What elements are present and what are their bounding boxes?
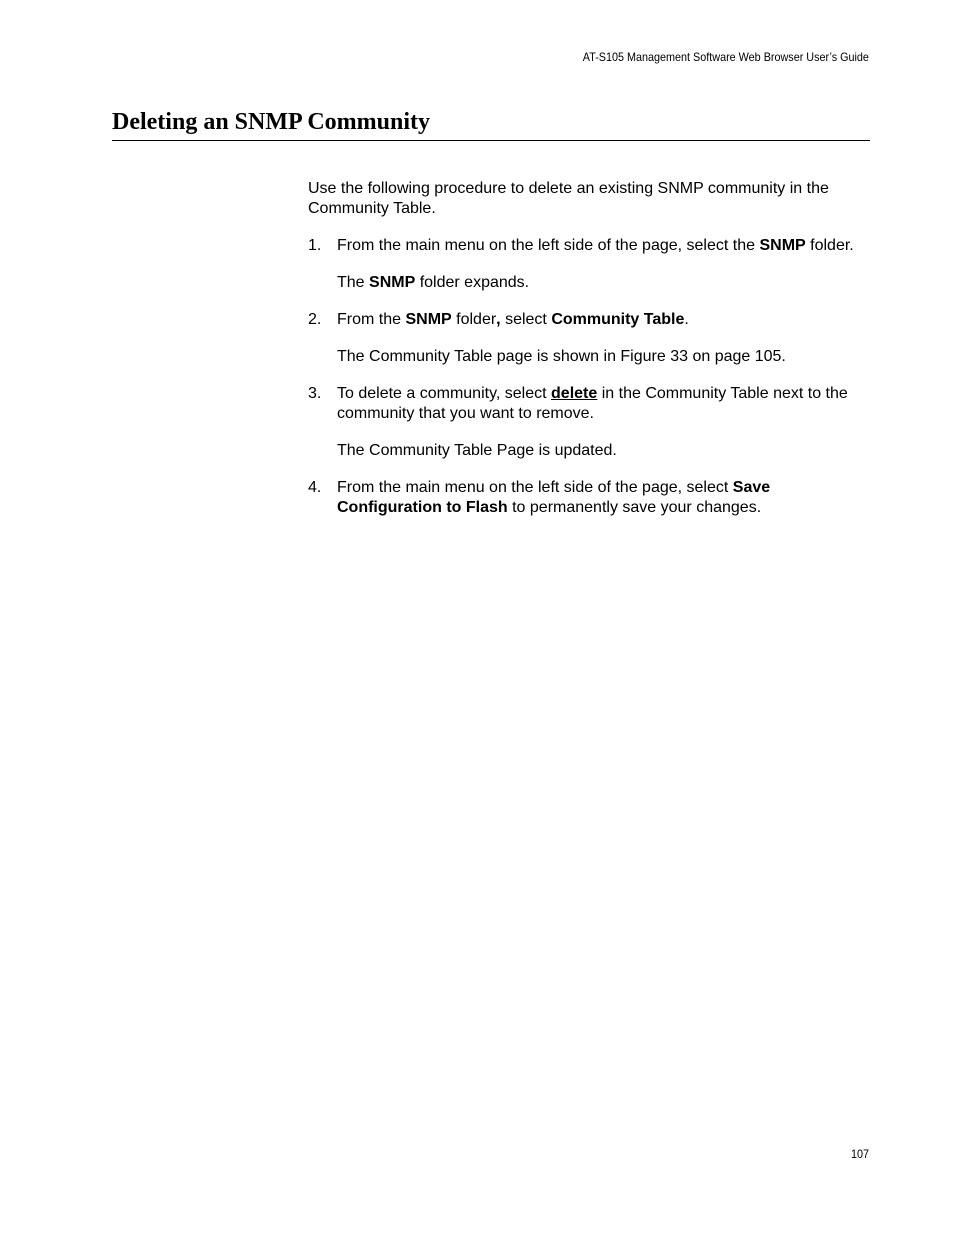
ui-term-save-configuration: Save Configuration to Flash [337,479,771,516]
title-rule [112,140,870,141]
procedure-body [308,179,878,535]
step-number: 1. [308,237,322,254]
step-text-part: select [500,311,552,328]
step-1 [308,236,878,256]
delete-link: delete [551,385,598,402]
ui-term-community-table: Community Table [551,311,685,328]
step-2-result: The Community Table page is shown in Figure 33 on page 105. [337,348,786,365]
step-text-part: folder [451,311,497,328]
step-2 [308,310,878,330]
step-text-part: From the main menu on the left side of the page, select [337,479,733,496]
step-text [337,478,878,518]
step-number: 2. [308,311,322,328]
step-text-part: From the [337,311,406,328]
step-text [337,384,878,424]
ui-term-snmp: SNMP [405,311,452,328]
ui-term-snmp: SNMP [369,274,416,291]
result-text-part: folder expands. [415,274,530,291]
step-3 [308,384,878,424]
section-title: Deleting an SNMP Community [112,109,430,135]
bold-comma: , [496,311,501,328]
page-number: 107 [850,1147,869,1161]
step-text [337,236,878,256]
result-text-part: The [337,274,370,291]
step-text-part: folder. [805,237,854,254]
ui-term-snmp: SNMP [759,237,806,254]
step-text-part: To delete a community, select [337,385,552,402]
step-1-result [337,273,878,293]
intro-paragraph: Use the following procedure to delete an existing SNMP community in the Community Table. [308,180,829,217]
step-text-part: From the main menu on the left side of the page, select the [337,237,760,254]
step-text-part: in the Community Table next to the community that you want to remove. [337,385,848,422]
step-number: 4. [308,479,322,496]
running-header: AT-S105 Management Software Web Browser User’s Guide [582,50,869,64]
step-text-part: . [684,311,689,328]
step-text-part: to permanently save your changes. [507,499,762,516]
step-3-result: The Community Table Page is updated. [337,442,617,459]
step-4 [308,478,878,518]
step-number: 3. [308,385,322,402]
step-text [337,310,878,330]
